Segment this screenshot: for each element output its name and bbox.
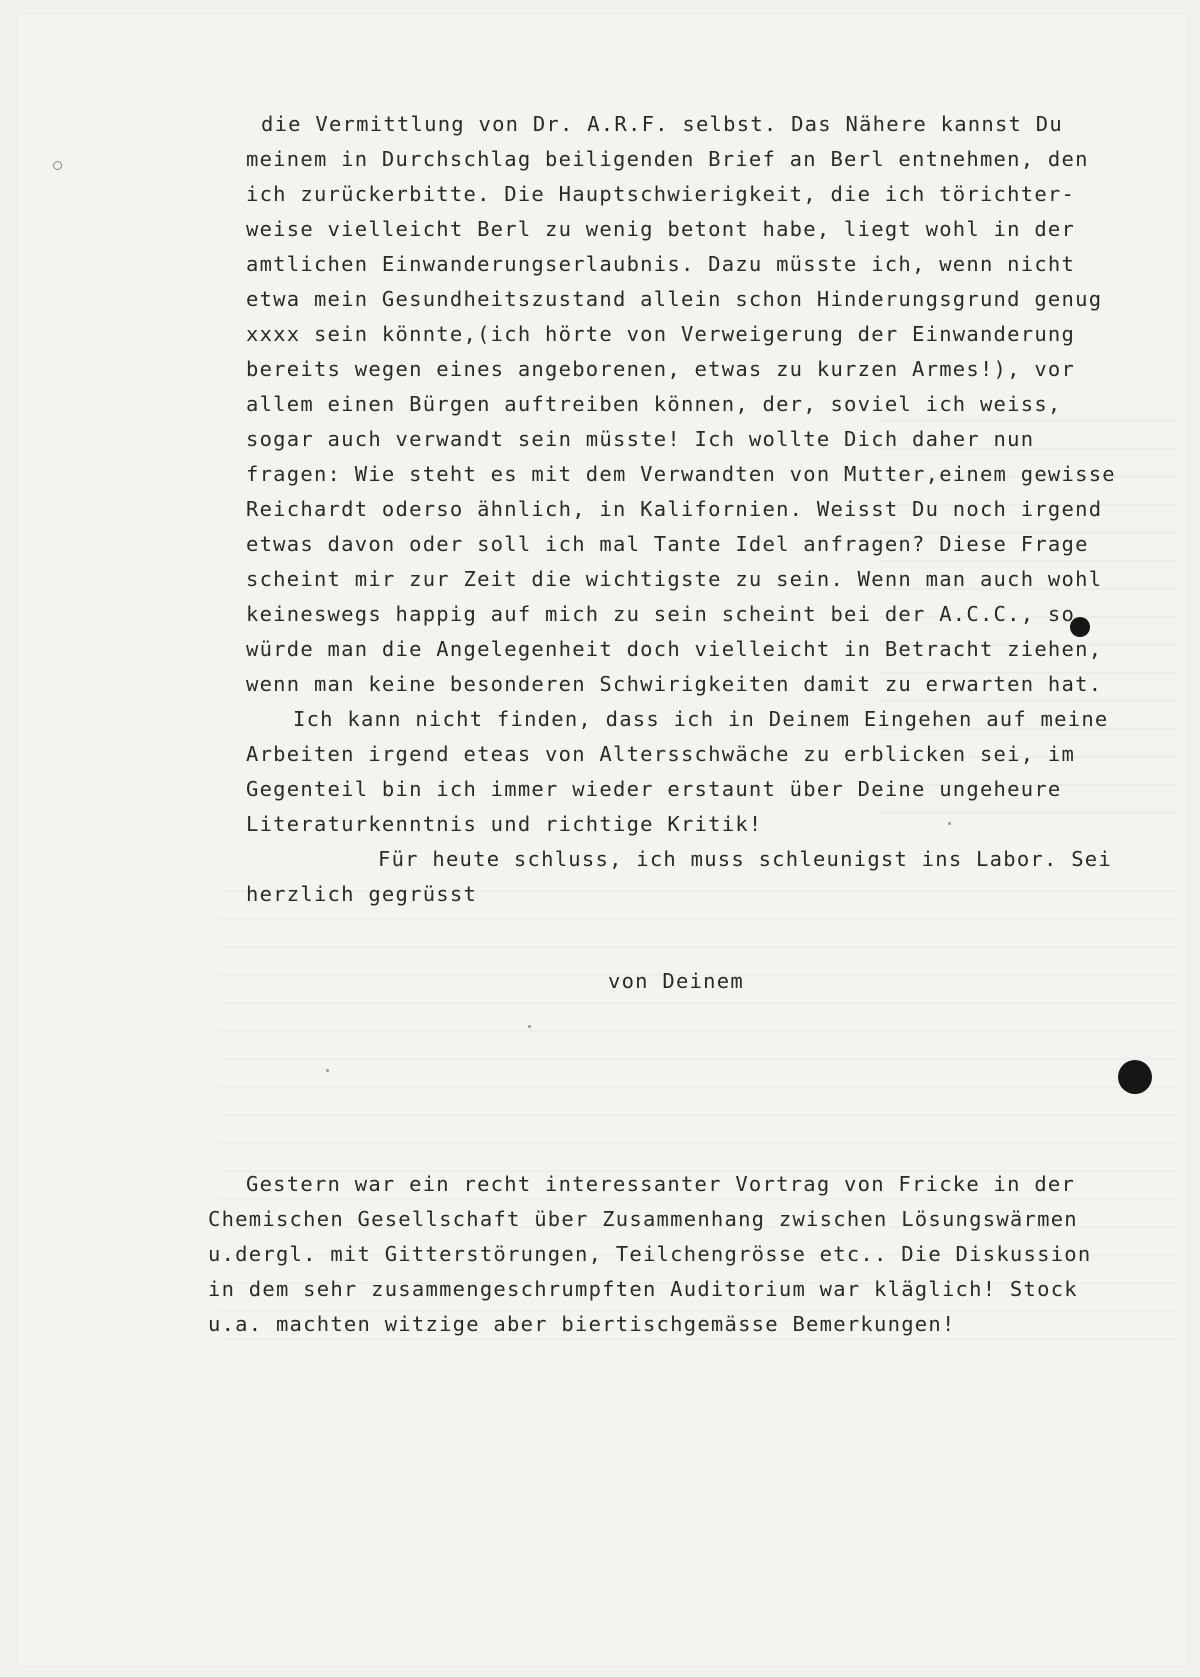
paper-speck <box>948 822 951 825</box>
letter-line: bereits wegen eines angeborenen, etwas zu kurzen Armes!), vor <box>246 357 1076 381</box>
postscript-line: Gestern war ein recht interessanter Vortrag von Fricke in der <box>246 1172 1076 1196</box>
letter-line: würde man die Angelegenheit doch vielleicht in Betracht ziehen, <box>246 637 1103 661</box>
letter-line: allem einen Bürgen auftreiben können, der, soviel ich weiss, <box>246 392 1062 416</box>
letter-line: ich zurückerbitte. Die Hauptschwierigkeit, die ich törichter- <box>246 182 1076 206</box>
postscript-line: u.a. machten witzige aber biertischgemässe Bemerkungen! <box>208 1312 956 1336</box>
letter-line: Arbeiten irgend eteas von Altersschwäche zu erblicken sei, im <box>246 742 1076 766</box>
letter-line: Für heute schluss, ich muss schleunigst ins Labor. Sei <box>378 847 1112 871</box>
postscript-line: u.dergl. mit Gitterstörungen, Teilchengrösse etc.. Die Diskussion <box>208 1242 1092 1266</box>
letter-line: meinem in Durchschlag beiligenden Brief an Berl entnehmen, den <box>246 147 1089 171</box>
show-through-texture-lower <box>218 864 1178 1344</box>
letter-line: scheint mir zur Zeit die wichtigste zu sein. Wenn man auch wohl <box>246 567 1103 591</box>
postscript-line: in dem sehr zusammengeschrumpften Auditorium war kläglich! Stock <box>208 1277 1078 1301</box>
letter-sheet <box>18 14 1188 1666</box>
letter-line: keineswegs happig auf mich zu sein scheint bei der A.C.C., so <box>246 602 1076 626</box>
paper-speck <box>528 1025 531 1028</box>
letter-line: xxxx sein könnte,(ich hörte von Verweigerung der Einwanderung <box>246 322 1076 346</box>
letter-line: sogar auch verwandt sein müsste! Ich wollte Dich daher nun <box>246 427 1035 451</box>
letter-line: herzlich gegrüsst <box>246 882 478 906</box>
letter-line: Ich kann nicht finden, dass ich in Deinem Eingehen auf meine <box>293 707 1109 731</box>
letter-line: etwas davon oder soll ich mal Tante Idel anfragen? Diese Frage <box>246 532 1089 556</box>
letter-line: fragen: Wie steht es mit dem Verwandten von Mutter,einem gewisse <box>246 462 1116 486</box>
letter-line: Literaturkenntnis und richtige Kritik! <box>246 812 763 836</box>
letter-line: Gegenteil bin ich immer wieder erstaunt über Deine ungeheure <box>246 777 1062 801</box>
letter-line: etwa mein Gesundheitszustand allein schon Hinderungsgrund genug <box>246 287 1103 311</box>
letter-line: wenn man keine besonderen Schwirigkeiten damit zu erwarten hat. <box>246 672 1103 696</box>
letter-line: amtlichen Einwanderungserlaubnis. Dazu müsste ich, wenn nicht <box>246 252 1076 276</box>
postscript-line: Chemischen Gesellschaft über Zusammenhang zwischen Lösungswärmen <box>208 1207 1078 1231</box>
pin-hole-mark <box>53 161 62 170</box>
punch-hole <box>1118 1060 1152 1094</box>
letter-line: die Vermittlung von Dr. A.R.F. selbst. Das Nähere kannst Du <box>261 112 1063 136</box>
paper-speck <box>326 1069 329 1072</box>
letter-closing: von Deinem <box>608 969 744 993</box>
letter-line: Reichardt oderso ähnlich, in Kalifornien. Weisst Du noch irgend <box>246 497 1103 521</box>
letter-line: weise vielleicht Berl zu wenig betont habe, liegt wohl in der <box>246 217 1076 241</box>
